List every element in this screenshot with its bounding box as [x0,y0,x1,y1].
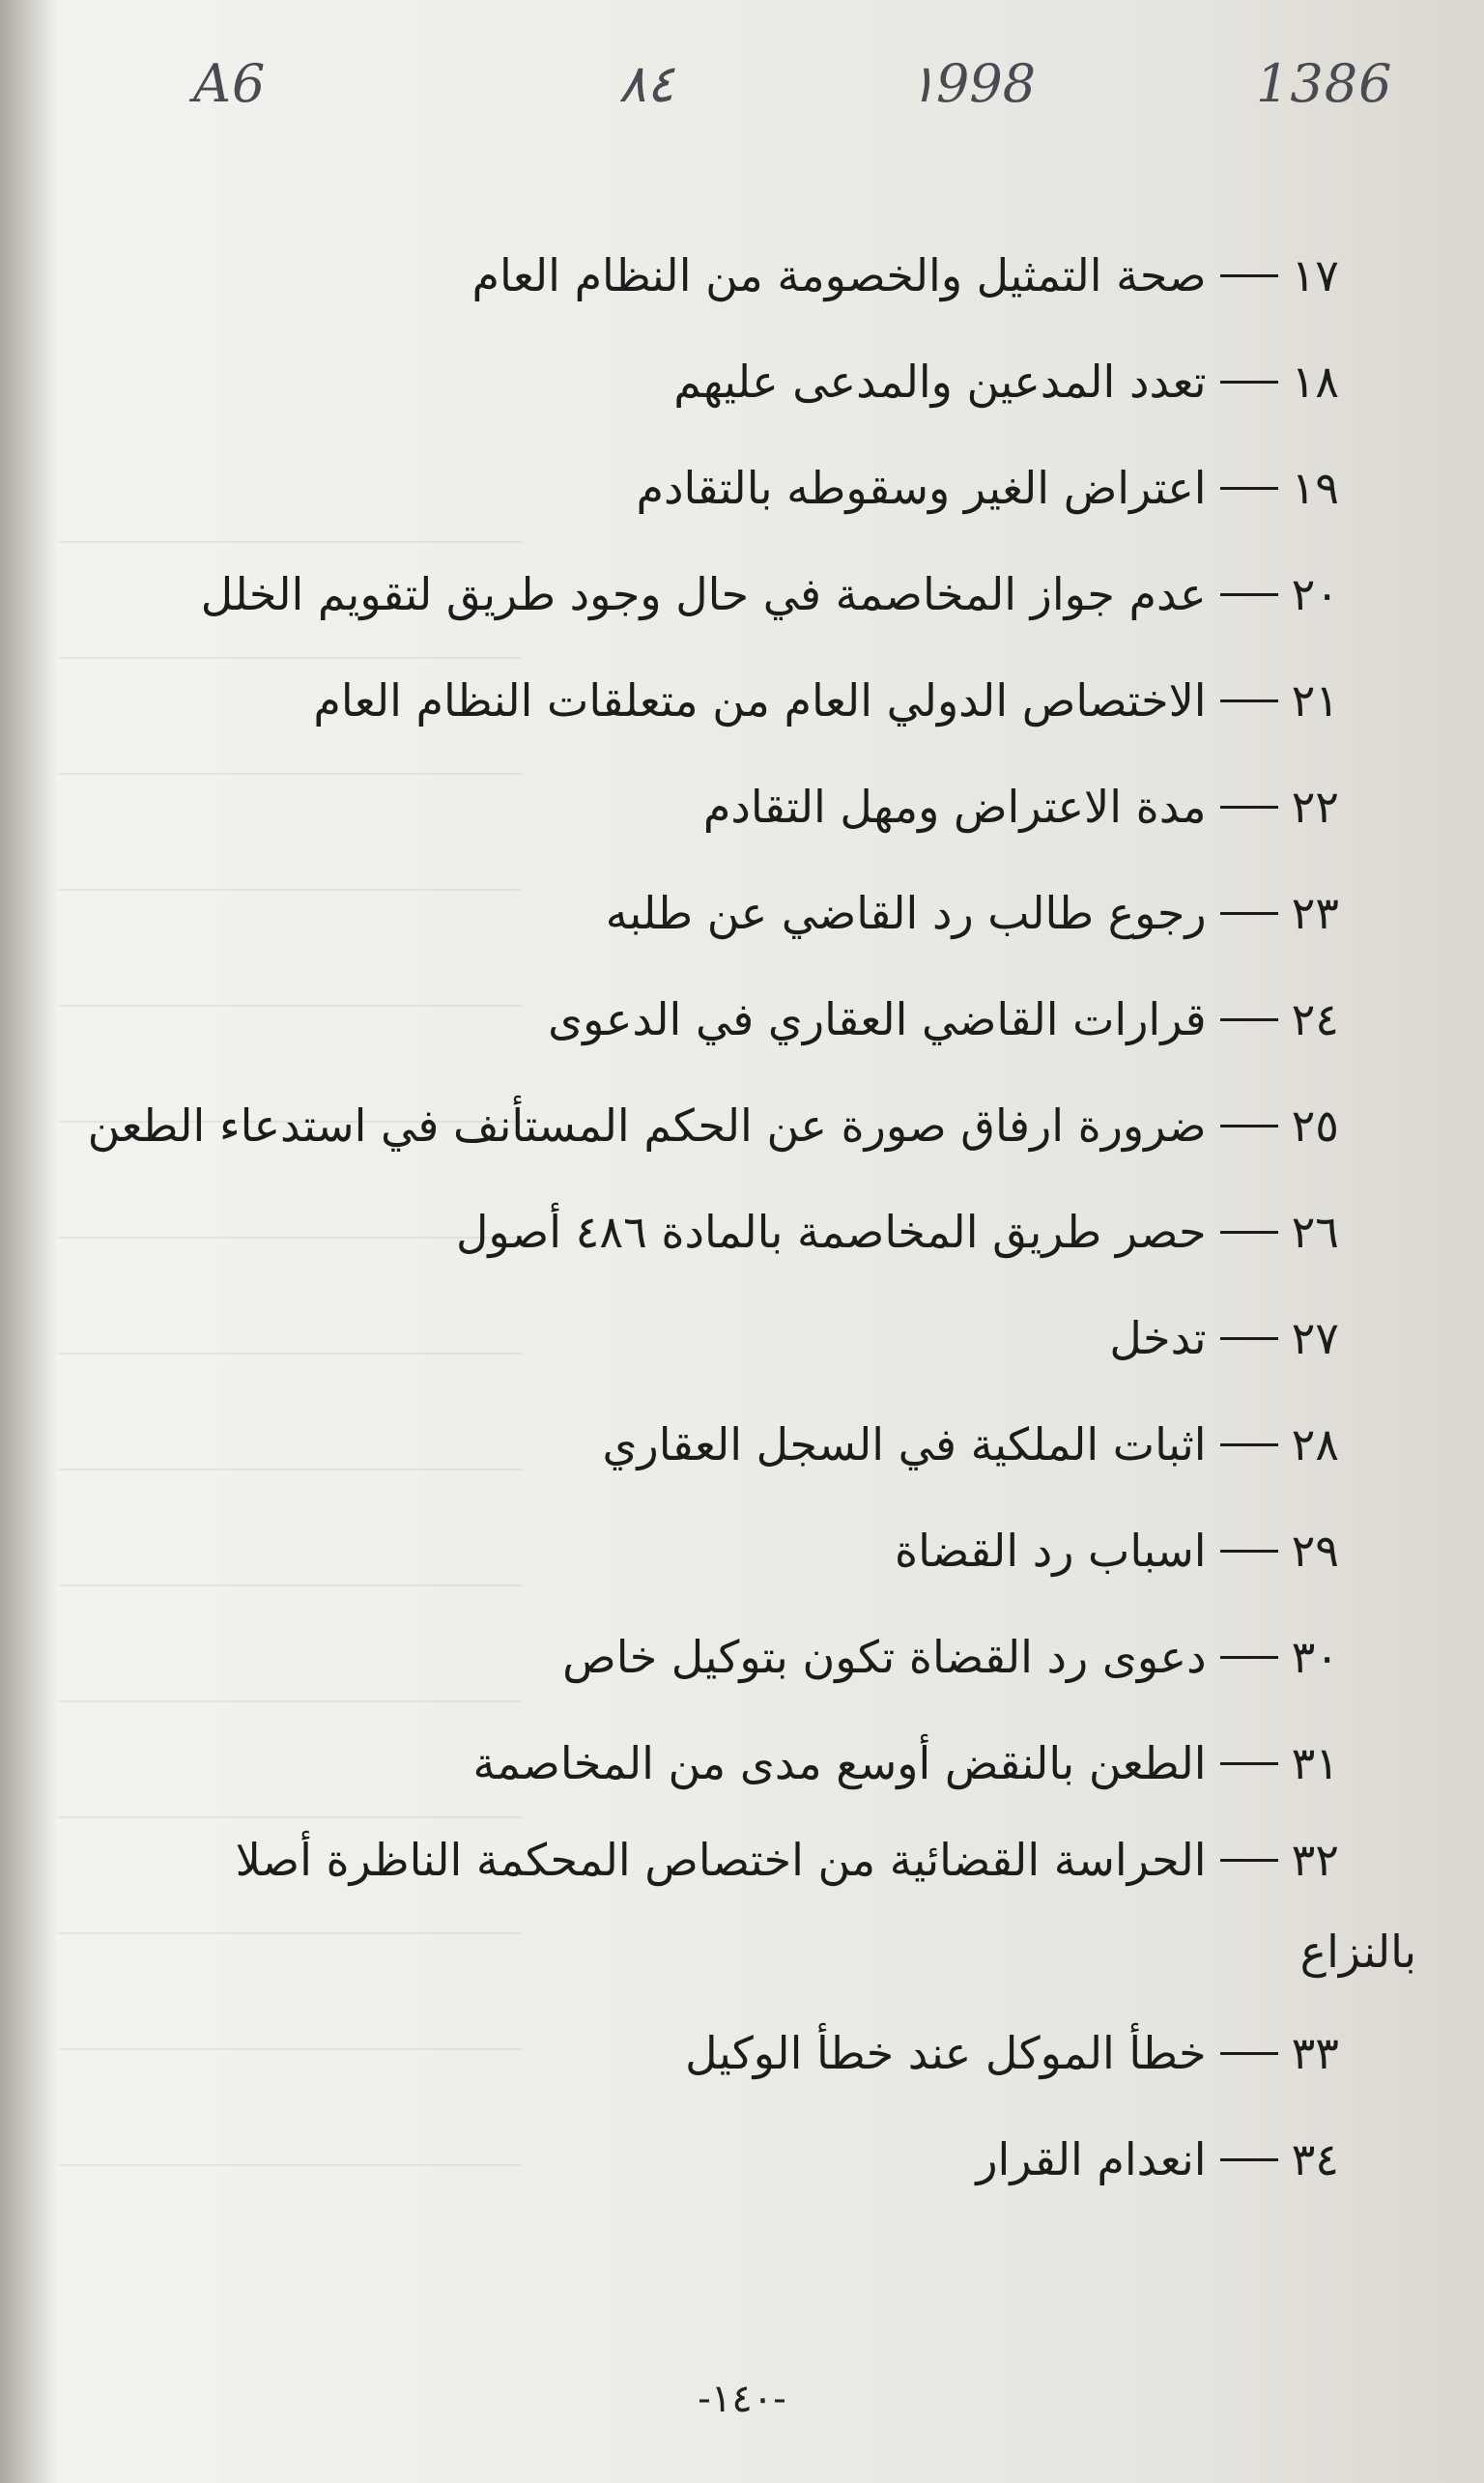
handwritten-annotation: 1386 [1256,53,1393,114]
item-text: تدخل [1109,1312,1207,1364]
dash [1220,2052,1278,2055]
item-number: ٣٠ [1291,1631,1339,1683]
list-item [25,1498,1339,1604]
item-number: ٢٨ [1291,1418,1339,1470]
item-text: تعدد المدعين والمدعى عليهم [673,356,1207,408]
dash [1220,487,1278,490]
list-item [25,328,1339,435]
item-text: الاختصاص الدولي العام من متعلقات النظام العام [313,674,1207,727]
item-text: صحة التمثيل والخصومة من النظام العام [471,249,1207,301]
list-item [25,541,1339,647]
item-continuation-line [25,1903,1416,2000]
list-item [25,2106,1339,2212]
dash [1220,806,1278,809]
dash [1220,1859,1278,1862]
item-number: ١٧ [1291,249,1339,301]
handwritten-annotation: ٨٤ [618,53,675,114]
list-item [25,1710,1339,1816]
list-item [25,1179,1339,1285]
dash [1220,1231,1278,1234]
item-number: ٢٣ [1291,887,1339,939]
dash [1220,1656,1278,1659]
item-number: ٢٧ [1291,1312,1339,1364]
list-item [25,1072,1339,1179]
item-number: ٢٥ [1291,1099,1339,1152]
item-text: خطأ الموكل عند خطأ الوكيل [685,2027,1207,2079]
dash [1220,912,1278,915]
list-item [25,1816,1339,1903]
list-item [25,222,1339,328]
dash [1220,1337,1278,1340]
dash [1220,2158,1278,2161]
item-text: حصر طريق المخاصمة بالمادة ٤٨٦ أصول [456,1206,1207,1258]
item-text-continuation: بالنزاع [1299,1926,1416,1978]
list-item [25,647,1339,754]
item-number: ٣٣ [1291,2027,1339,2079]
list-item [25,966,1339,1072]
item-number: ٢٢ [1291,781,1339,833]
dash [1220,1443,1278,1446]
item-number: ٢٩ [1291,1525,1339,1577]
item-number: ٢٤ [1291,993,1339,1045]
handwritten-annotation: ١998 [908,53,1037,114]
item-number: ٢١ [1291,674,1339,727]
item-number: ٣٤ [1291,2133,1339,2185]
item-number: ١٩ [1291,462,1339,514]
list-item [25,435,1339,541]
item-number: ١٨ [1291,356,1339,408]
item-number: ٢٠ [1291,568,1339,620]
list-item [25,860,1339,966]
item-number: ٣٢ [1291,1834,1339,1886]
item-text: عدم جواز المخاصمة في حال وجود طريق لتقويم الخلل [200,568,1207,620]
dash [1220,699,1278,702]
dash [1220,381,1278,384]
list-item [25,754,1339,860]
item-text: الطعن بالنقض أوسع مدى من المخاصمة [472,1737,1207,1789]
dash [1220,593,1278,596]
handwritten-annotations [0,53,1484,140]
list-item [25,2000,1339,2106]
list-item [25,1285,1339,1391]
item-number: ٢٦ [1291,1206,1339,1258]
list-item [25,1391,1339,1498]
item-text: مدة الاعتراض ومهل التقادم [702,781,1207,833]
item-text: قرارات القاضي العقاري في الدعوى [548,993,1207,1045]
item-number: ٣١ [1291,1737,1339,1789]
item-text: اعتراض الغير وسقوطه بالتقادم [636,462,1207,514]
page-number: -١٤٠- [698,2377,786,2421]
item-text: رجوع طالب رد القاضي عن طلبه [605,887,1207,939]
dash [1220,1550,1278,1553]
item-text: انعدام القرار [976,2133,1207,2185]
topic-list [25,222,1416,2212]
handwritten-annotation: A6 [193,53,267,114]
item-text: الحراسة القضائية من اختصاص المحكمة الناظرة أصلا [235,1834,1207,1886]
item-text: ضرورة ارفاق صورة عن الحكم المستأنف في استدعاء الطعن [87,1099,1207,1152]
dash [1220,1018,1278,1021]
item-text: دعوى رد القضاة تكون بتوكيل خاص [562,1631,1207,1683]
dash [1220,1125,1278,1127]
item-text: اثبات الملكية في السجل العقاري [602,1418,1207,1470]
list-item [25,1604,1339,1710]
dash [1220,1762,1278,1765]
item-text: اسباب رد القضاة [895,1525,1207,1577]
dash [1220,274,1278,277]
